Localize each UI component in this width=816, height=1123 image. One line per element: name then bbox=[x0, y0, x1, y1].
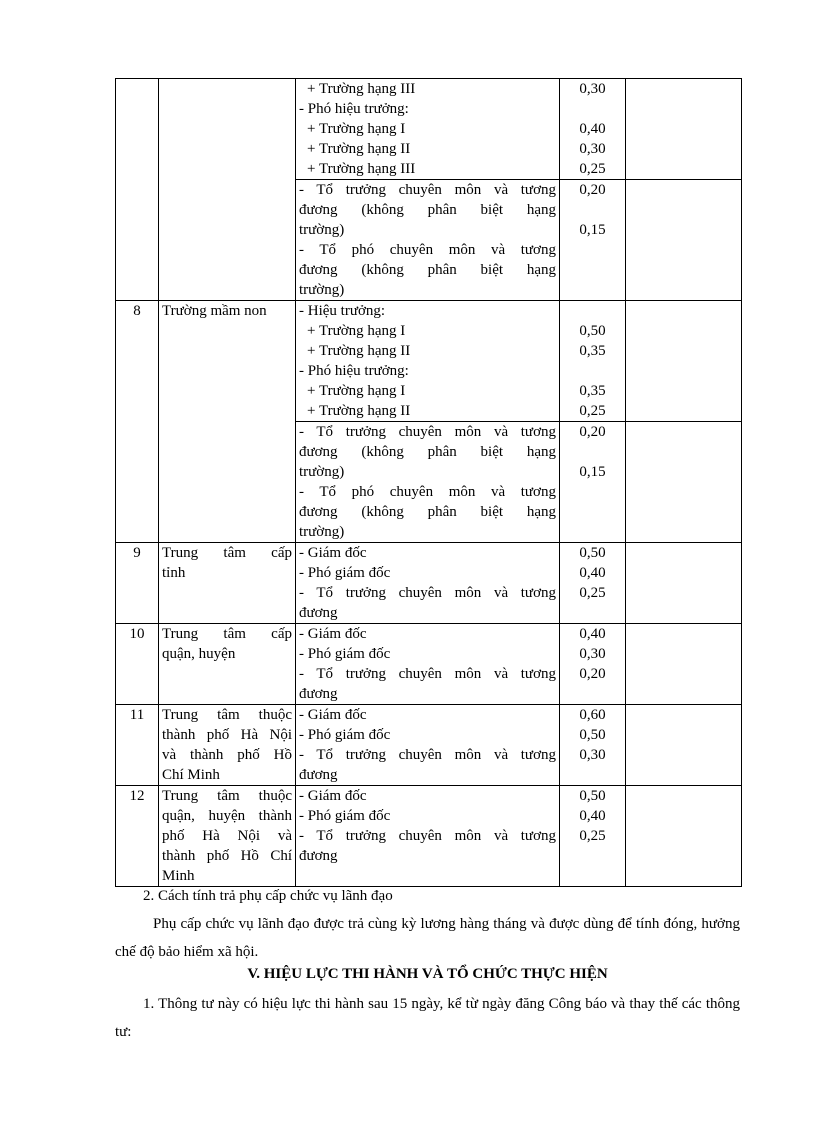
row-number bbox=[116, 786, 159, 887]
position-description bbox=[296, 301, 560, 422]
description-line: đương (không phân biệt hạng bbox=[299, 262, 556, 278]
description-line: đương bbox=[299, 848, 338, 864]
coefficient-value bbox=[560, 866, 625, 886]
table-row bbox=[116, 624, 742, 705]
coefficient-value: 0,30 bbox=[579, 747, 606, 763]
notes-cell bbox=[626, 422, 742, 543]
coefficient bbox=[560, 422, 626, 543]
description-line: - Giám đốc bbox=[299, 707, 367, 723]
description-line: + Trường hạng I bbox=[307, 323, 406, 339]
coefficient bbox=[560, 79, 626, 180]
unit-line: thành phố Hà Nội bbox=[162, 727, 292, 743]
coefficient-value bbox=[560, 502, 625, 522]
description-line: trường) bbox=[299, 464, 345, 480]
unit-line: Trường mầm non bbox=[162, 303, 267, 319]
row-number-text: 8 bbox=[133, 303, 141, 319]
coefficient-value: 0,35 bbox=[579, 343, 606, 359]
description-line: + Trường hạng I bbox=[307, 383, 406, 399]
description-line: + Trường hạng III bbox=[307, 161, 416, 177]
section-heading-2: 2. Cách tính trả phụ cấp chức vụ lãnh đạo bbox=[143, 888, 393, 904]
coefficient-value bbox=[560, 765, 625, 785]
coefficient-value: 0,40 bbox=[579, 626, 606, 642]
unit-name bbox=[159, 705, 296, 786]
description-line: + Trường hạng II bbox=[307, 343, 411, 359]
paragraph-allowance-payment: Phụ cấp chức vụ lãnh đạo được trả cùng kỳ lương hàng tháng và được dùng để tính đóng, hưởng chế độ bảo hiểm xã hội. bbox=[115, 916, 740, 960]
description-line: đương bbox=[299, 605, 338, 621]
unit-name bbox=[159, 543, 296, 624]
coefficient-value: 0,25 bbox=[579, 161, 606, 177]
unit-name bbox=[159, 786, 296, 887]
position-description bbox=[296, 624, 560, 705]
row-number bbox=[116, 543, 159, 624]
notes-cell bbox=[626, 79, 742, 180]
coefficient-value: 0,25 bbox=[579, 828, 606, 844]
description-line: - Tổ trưởng chuyên môn và tương bbox=[299, 182, 556, 198]
table-row bbox=[116, 301, 742, 422]
coefficient-value bbox=[560, 260, 625, 280]
description-line: trường) bbox=[299, 524, 345, 540]
coefficient bbox=[560, 180, 626, 301]
unit-name bbox=[159, 301, 296, 543]
unit-line bbox=[162, 79, 292, 99]
coefficient-value: 0,15 bbox=[579, 464, 606, 480]
description-line: - Giám đốc bbox=[299, 545, 367, 561]
coefficient-value bbox=[560, 522, 625, 542]
description-line: đương (không phân biệt hạng bbox=[299, 504, 556, 520]
position-description bbox=[296, 543, 560, 624]
notes-cell bbox=[626, 301, 742, 422]
row-number bbox=[116, 624, 159, 705]
unit-line: Trung tâm thuộc bbox=[162, 707, 292, 723]
description-line: + Trường hạng I bbox=[307, 121, 406, 137]
coefficient bbox=[560, 301, 626, 422]
row-number bbox=[116, 705, 159, 786]
unit-line: và thành phố Hồ bbox=[162, 747, 292, 763]
unit-line: phố Hà Nội và bbox=[162, 828, 292, 844]
unit-line: Minh bbox=[162, 868, 195, 884]
description-line: đương (không phân biệt hạng bbox=[299, 444, 556, 460]
description-line: - Tổ trưởng chuyên môn và tương bbox=[299, 585, 556, 601]
coefficient-value: 0,40 bbox=[579, 121, 606, 137]
coefficient-value: 0,15 bbox=[579, 222, 606, 238]
coefficient-value: 0,60 bbox=[579, 707, 606, 723]
unit-line: Trung tâm thuộc bbox=[162, 788, 292, 804]
description-line: đương (không phân biệt hạng bbox=[299, 202, 556, 218]
table-row bbox=[116, 543, 742, 624]
notes-cell bbox=[626, 705, 742, 786]
coefficient bbox=[560, 624, 626, 705]
unit-line: tỉnh bbox=[162, 565, 186, 581]
position-description bbox=[296, 705, 560, 786]
coefficient-value: 0,50 bbox=[579, 323, 606, 339]
coefficient-value: 0,25 bbox=[579, 403, 606, 419]
coefficient bbox=[560, 786, 626, 887]
description-line bbox=[299, 866, 556, 886]
description-line: + Trường hạng II bbox=[307, 141, 411, 157]
description-line: - Phó giám đốc bbox=[299, 808, 391, 824]
allowance-table bbox=[115, 78, 742, 887]
coefficient bbox=[560, 705, 626, 786]
unit-name bbox=[159, 624, 296, 705]
description-line: - Tổ phó chuyên môn và tương bbox=[299, 484, 556, 500]
coefficient-value: 0,30 bbox=[579, 141, 606, 157]
description-line: - Giám đốc bbox=[299, 626, 367, 642]
coefficient-value: 0,20 bbox=[579, 666, 606, 682]
description-line: - Tổ trưởng chuyên môn và tương bbox=[299, 666, 556, 682]
coefficient-value bbox=[560, 482, 625, 502]
table-row bbox=[116, 786, 742, 887]
paragraph-effective: 1. Thông tư này có hiệu lực thi hành sau 15 ngày, kể từ ngày đăng Công báo và thay thế các thông tư: bbox=[115, 996, 740, 1040]
notes-cell bbox=[626, 624, 742, 705]
description-line: - Tổ trưởng chuyên môn và tương bbox=[299, 828, 556, 844]
notes-cell bbox=[626, 543, 742, 624]
row-number bbox=[116, 301, 159, 543]
coefficient-value bbox=[560, 846, 625, 866]
description-line: - Phó giám đốc bbox=[299, 727, 391, 743]
coefficient-value: 0,50 bbox=[579, 727, 606, 743]
description-line: - Phó hiệu trưởng: bbox=[299, 101, 409, 117]
coefficient-value bbox=[560, 361, 625, 381]
coefficient-value bbox=[560, 442, 625, 462]
coefficient-value bbox=[560, 684, 625, 704]
description-line: + Trường hạng III bbox=[307, 81, 416, 97]
unit-line: Trung tâm cấp bbox=[162, 545, 292, 561]
row-number-text: 11 bbox=[129, 707, 145, 723]
description-line: - Phó giám đốc bbox=[299, 565, 391, 581]
unit-name bbox=[159, 79, 296, 301]
row-number-text: 9 bbox=[133, 545, 141, 561]
coefficient-value: 0,30 bbox=[579, 81, 606, 97]
coefficient-value: 0,25 bbox=[579, 585, 606, 601]
coefficient-value bbox=[560, 301, 625, 321]
unit-line: quận, huyện bbox=[162, 646, 236, 662]
coefficient-value bbox=[560, 240, 625, 260]
unit-line: quận, huyện thành bbox=[162, 808, 292, 824]
notes-cell bbox=[626, 786, 742, 887]
unit-line: Chí Minh bbox=[162, 767, 220, 783]
coefficient-value: 0,40 bbox=[579, 565, 606, 581]
description-line: - Tổ trưởng chuyên môn và tương bbox=[299, 424, 556, 440]
position-description bbox=[296, 79, 560, 180]
coefficient-value: 0,20 bbox=[579, 424, 606, 440]
position-description bbox=[296, 422, 560, 543]
row-number-text bbox=[116, 79, 158, 99]
position-description bbox=[296, 180, 560, 301]
coefficient-value: 0,40 bbox=[579, 808, 606, 824]
coefficient-value: 0,50 bbox=[579, 788, 606, 804]
description-line: - Tổ trưởng chuyên môn và tương bbox=[299, 747, 556, 763]
table-row bbox=[116, 79, 742, 180]
section-title-v: V. HIỆU LỰC THI HÀNH VÀ TỔ CHỨC THỰC HIỆN bbox=[247, 966, 608, 982]
description-line: - Phó hiệu trưởng: bbox=[299, 363, 409, 379]
description-line: trường) bbox=[299, 282, 345, 298]
row-number-text: 10 bbox=[129, 626, 145, 642]
table-row bbox=[116, 705, 742, 786]
position-description bbox=[296, 786, 560, 887]
unit-line: thành phố Hồ Chí bbox=[162, 848, 292, 864]
unit-line: Trung tâm cấp bbox=[162, 626, 292, 642]
coefficient-value: 0,35 bbox=[579, 383, 606, 399]
coefficient-value: 0,20 bbox=[579, 182, 606, 198]
row-number-text: 12 bbox=[129, 788, 145, 804]
description-line: + Trường hạng II bbox=[307, 403, 411, 419]
description-line: đương bbox=[299, 767, 338, 783]
description-line: đương bbox=[299, 686, 338, 702]
coefficient-value: 0,30 bbox=[579, 646, 606, 662]
notes-cell bbox=[626, 180, 742, 301]
coefficient bbox=[560, 543, 626, 624]
coefficient-value bbox=[560, 200, 625, 220]
row-number bbox=[116, 79, 159, 301]
coefficient-value bbox=[560, 603, 625, 623]
description-line: - Hiệu trưởng: bbox=[299, 303, 386, 319]
description-line: - Giám đốc bbox=[299, 788, 367, 804]
description-line: - Phó giám đốc bbox=[299, 646, 391, 662]
coefficient-value: 0,50 bbox=[579, 545, 606, 561]
coefficient-value bbox=[560, 99, 625, 119]
description-line: - Tổ phó chuyên môn và tương bbox=[299, 242, 556, 258]
description-line: trường) bbox=[299, 222, 345, 238]
coefficient-value bbox=[560, 280, 625, 300]
